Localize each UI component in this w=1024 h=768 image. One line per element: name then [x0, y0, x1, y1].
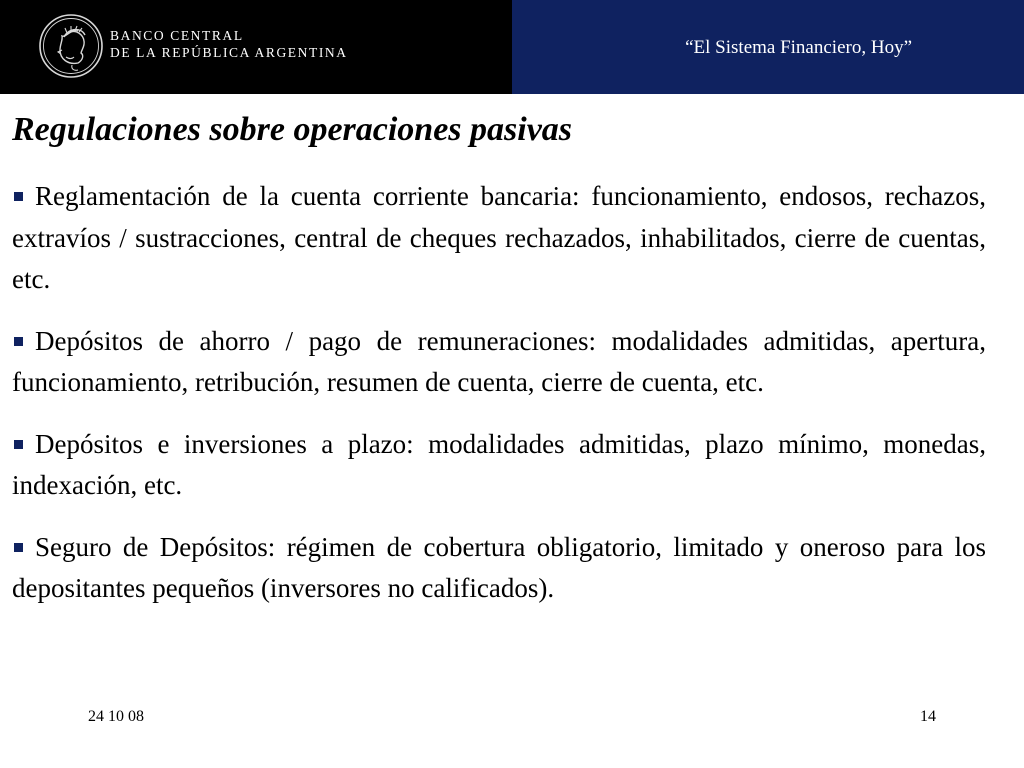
bullet-text: Depósitos e inversiones a plazo: modalidades admitidas, plazo mínimo, monedas, indexación, etc. — [12, 428, 986, 500]
bullet-text: Reglamentación de la cuenta corriente bancaria: funcionamiento, endosos, rechazos, extravíos / sustracciones, central de cheques rechazados, inhabilitados, cierre de cuentas, etc. — [12, 181, 986, 294]
slide-header — [0, 0, 1024, 94]
bcra-seal-icon — [38, 13, 104, 79]
square-bullet-icon — [14, 440, 23, 449]
footer-date: 24 10 08 — [88, 708, 144, 725]
bullet-list — [12, 176, 986, 630]
square-bullet-icon — [14, 543, 23, 552]
bullet-item — [12, 176, 986, 301]
bullet-item — [12, 527, 986, 610]
bullet-text: Seguro de Depósitos: régimen de cobertura obligatorio, limitado y oneroso para los depositantes pequeños (inversores no calificados). — [12, 531, 986, 603]
bullet-text: Depósitos de ahorro / pago de remuneraciones: modalidades admitidas, apertura, funcionamiento, retribución, resumen de cuenta, cierre de cuenta, etc. — [12, 325, 986, 397]
header-brand-band — [0, 0, 512, 94]
deck-title: “El Sistema Financiero, Hoy” — [685, 37, 912, 58]
slide-title: Regulaciones sobre operaciones pasivas — [12, 111, 573, 148]
bank-name — [110, 27, 348, 61]
bullet-item — [12, 424, 986, 507]
bank-name-line2: DE LA REPÚBLICA ARGENTINA — [110, 45, 348, 60]
bank-name-line1: BANCO CENTRAL — [110, 28, 244, 43]
page-number: 14 — [920, 708, 936, 725]
square-bullet-icon — [14, 337, 23, 346]
square-bullet-icon — [14, 192, 23, 201]
bullet-item — [12, 321, 986, 404]
